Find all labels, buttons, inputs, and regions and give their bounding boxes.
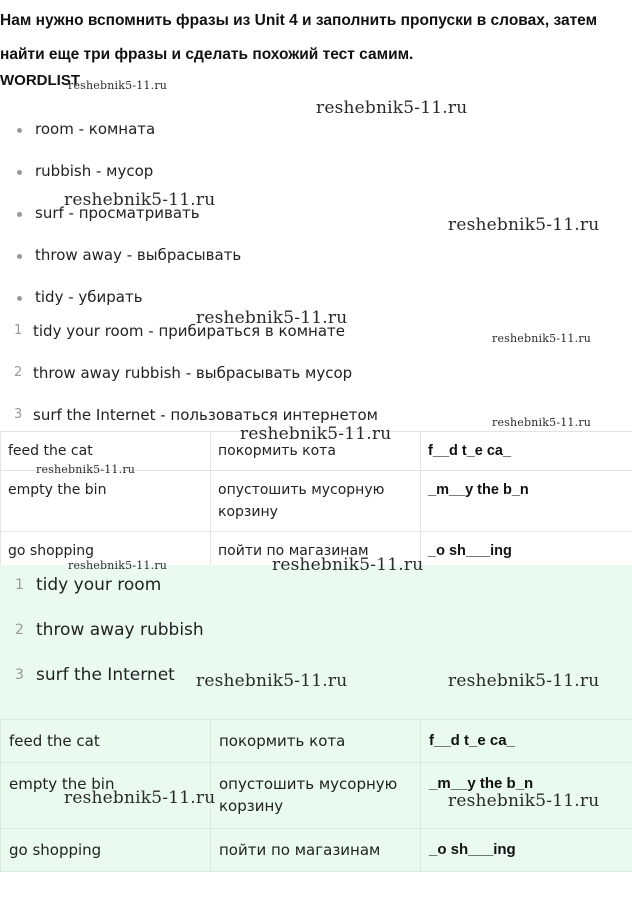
list-item — [0, 120, 632, 162]
list-item — [0, 665, 175, 685]
list-item — [0, 364, 632, 406]
bullet-icon — [17, 254, 22, 259]
watermark: reshebnik5-11.ru — [68, 559, 168, 572]
watermark: reshebnik5-11.ru — [36, 463, 136, 476]
list-item-text: surf the Internet — [36, 665, 175, 685]
list-item-text: room - комната — [35, 120, 156, 138]
table-cell: _m__y the b_n — [421, 763, 632, 829]
task-instructions — [0, 4, 632, 72]
watermark: reshebnik5-11.ru — [448, 671, 600, 691]
table-cell: опустошить мусорную корзину — [211, 471, 421, 532]
table-cell: empty the bin — [1, 763, 211, 829]
list-item-text: surf - просматривать — [35, 204, 200, 222]
list-item-text: rubbish - мусор — [35, 162, 154, 180]
table-cell: опустошить мусорную корзину — [211, 763, 421, 829]
item-number: 2 — [14, 365, 23, 380]
watermark: reshebnik5-11.ru — [448, 215, 600, 235]
table-cell: _o sh___ing — [421, 532, 632, 571]
list-item-text: tidy your room - прибираться в комнате — [33, 322, 345, 340]
list-item-text: throw away rubbish - выбрасывать мусор — [33, 364, 353, 382]
watermark: reshebnik5-11.ru — [196, 671, 348, 691]
watermark: reshebnik5-11.ru — [492, 332, 592, 345]
table-row — [1, 829, 632, 872]
item-number: 1 — [15, 577, 24, 593]
table-cell: покормить кота — [211, 720, 421, 763]
watermark: reshebnik5-11.ru — [316, 98, 468, 118]
list-item-text: tidy - убирать — [35, 288, 143, 306]
answer-phrase-block — [0, 565, 632, 720]
item-number: 3 — [15, 667, 24, 683]
watermark: reshebnik5-11.ru — [240, 424, 392, 444]
task-line-2: найти еще три фразы и сделать похожий тест самим. — [0, 46, 414, 63]
watermark: reshebnik5-11.ru — [64, 788, 216, 808]
table-cell: покормить кота — [211, 432, 421, 471]
item-number: 3 — [14, 407, 23, 422]
table-row — [1, 471, 632, 532]
exercise-table — [0, 431, 632, 571]
table-cell: feed the cat — [1, 432, 211, 471]
list-item — [0, 246, 632, 288]
table-cell: empty the bin — [1, 471, 211, 532]
table-cell: _m__y the b_n — [421, 471, 632, 532]
watermark: reshebnik5-11.ru — [196, 308, 348, 328]
item-number: 2 — [15, 622, 24, 638]
list-item-text: throw away - выбрасывать — [35, 246, 242, 264]
watermark: reshebnik5-11.ru — [64, 190, 216, 210]
list-item — [0, 575, 161, 595]
watermark: reshebnik5-11.ru — [448, 791, 600, 811]
bullet-icon — [17, 296, 22, 301]
watermark: reshebnik5-11.ru — [68, 79, 168, 92]
table-cell: go shopping — [1, 532, 211, 571]
watermark: reshebnik5-11.ru — [272, 555, 424, 575]
task-line-1: Нам нужно вспомнить фразы из Unit 4 и заполнить пропуски в словах, затем — [0, 12, 598, 29]
table-cell: feed the cat — [1, 720, 211, 763]
bullet-icon — [17, 170, 22, 175]
table-cell: go shopping — [1, 829, 211, 872]
table-cell: f__d t_e ca_ — [421, 720, 632, 763]
table-cell: пойти по магазинам — [211, 532, 421, 571]
list-item-text: surf the Internet - пользоваться интернетом — [33, 406, 378, 424]
bullet-icon — [17, 212, 22, 217]
table-cell: _o sh___ing — [421, 829, 632, 872]
table-row — [1, 720, 632, 763]
table-cell: f__d t_e ca_ — [421, 432, 632, 471]
list-item-text: throw away rubbish — [36, 620, 204, 640]
table-cell: пойти по магазинам — [211, 829, 421, 872]
list-item — [0, 620, 204, 640]
bullet-icon — [17, 128, 22, 133]
watermark: reshebnik5-11.ru — [492, 416, 592, 429]
item-number: 1 — [14, 323, 23, 338]
wordlist-heading: WORDLIST — [0, 72, 80, 89]
list-item-text: tidy your room — [36, 575, 162, 595]
